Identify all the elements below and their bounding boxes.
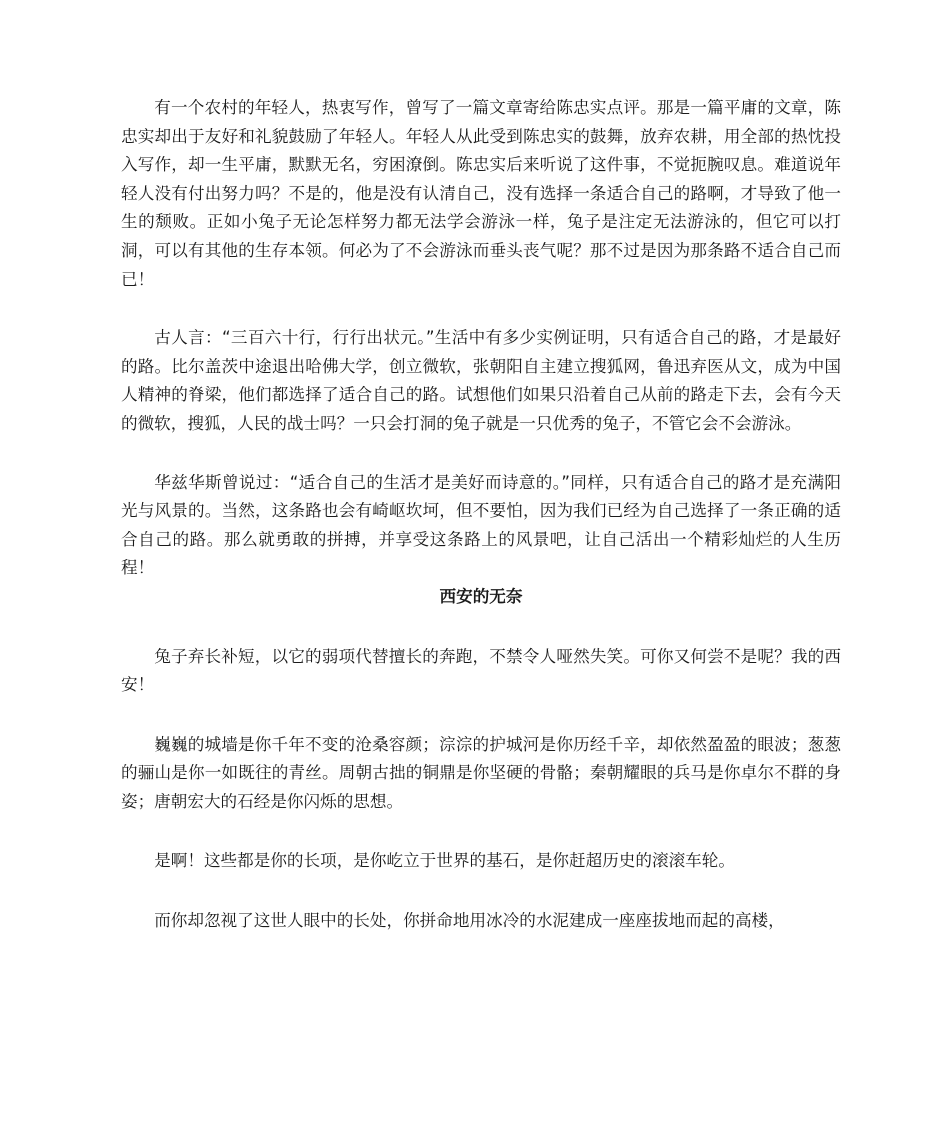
paragraph-young-writer: 有一个农村的年轻人，热衷写作，曾写了一篇文章寄给陈忠实点评。那是一篇平庸的文章，陈忠实却出于友好和礼貌鼓励了年轻人。年轻人从此受到陈忠实的鼓舞，放弃农耕，用全部的热忱投入写作，却一生平庸，默默无名，穷困潦倒。陈忠实后来听说了这件事，不觉扼腕叹息。难道说年轻人没有付出努力吗？不是的，他是没有认清自己，没有选择一条适合自己的路啊，才导致了他一生的颓败。正如小兔子无论怎样努力都无法学会游泳一样，兔子是注定无法游泳的，但它可以打洞，可以有其他的生存本领。何必为了不会游泳而垂头丧气呢？那不过是因为那条路不适合自己而已！ xyxy=(121,98,841,289)
document-page xyxy=(121,94,841,936)
paragraph-ancient-saying: 古人言：“三百六十行，行行出状元。”生活中有多少实例证明，只有适合自己的路，才是最好的路。比尔盖茨中途退出哈佛大学，创立微软，张朝阳自主建立搜狐网，鲁迅弃医从文，成为中国人精神的脊梁，他们都选择了适合自己的路。试想他们如果只沿着自己从前的路走下去，会有今天的微软，搜狐，人民的战士吗？一只会打洞的兔子就是一只优秀的兔子，不管它会不会游泳。 xyxy=(121,328,841,433)
paragraph-xian-heritage: 巍巍的城墙是你千年不变的沧桑容颜；淙淙的护城河是你历经千辛，却依然盈盈的眼波；葱葱的骊山是你一如既往的青丝。周朝古拙的铜鼎是你坚硬的骨骼；秦朝耀眼的兵马是你卓尔不群的身姿；唐朝宏大的石经是你闪烁的思想。 xyxy=(121,734,841,811)
paragraph-xian-intro: 兔子弃长补短，以它的弱项代替擅长的奔跑，不禁令人哑然失笑。可你又何尝不是呢？我的西安！ xyxy=(121,646,841,695)
section-title: 西安的无奈 xyxy=(439,586,523,606)
paragraph-xian-neglect: 而你却忽视了这世人眼中的长处，你拼命地用冰冷的水泥建成一座座拔地而起的高楼， xyxy=(154,911,785,931)
paragraph-wordsworth: 华兹华斯曾说过：“适合自己的生活才是美好而诗意的。”同样，只有适合自己的路才是充满阳光与风景的。当然，这条路也会有崎岖坎坷，但不要怕，因为我们已经为自己选择了一条正确的适合自己的路。那么就勇敢的拼搏，并享受这条路上的风景吧，让自己活出一个精彩灿烂的人生历程！ xyxy=(121,472,841,578)
paragraph-xian-strengths: 是啊！这些都是你的长项，是你屹立于世界的基石，是你赶超历史的滚滚车轮。 xyxy=(154,851,735,871)
